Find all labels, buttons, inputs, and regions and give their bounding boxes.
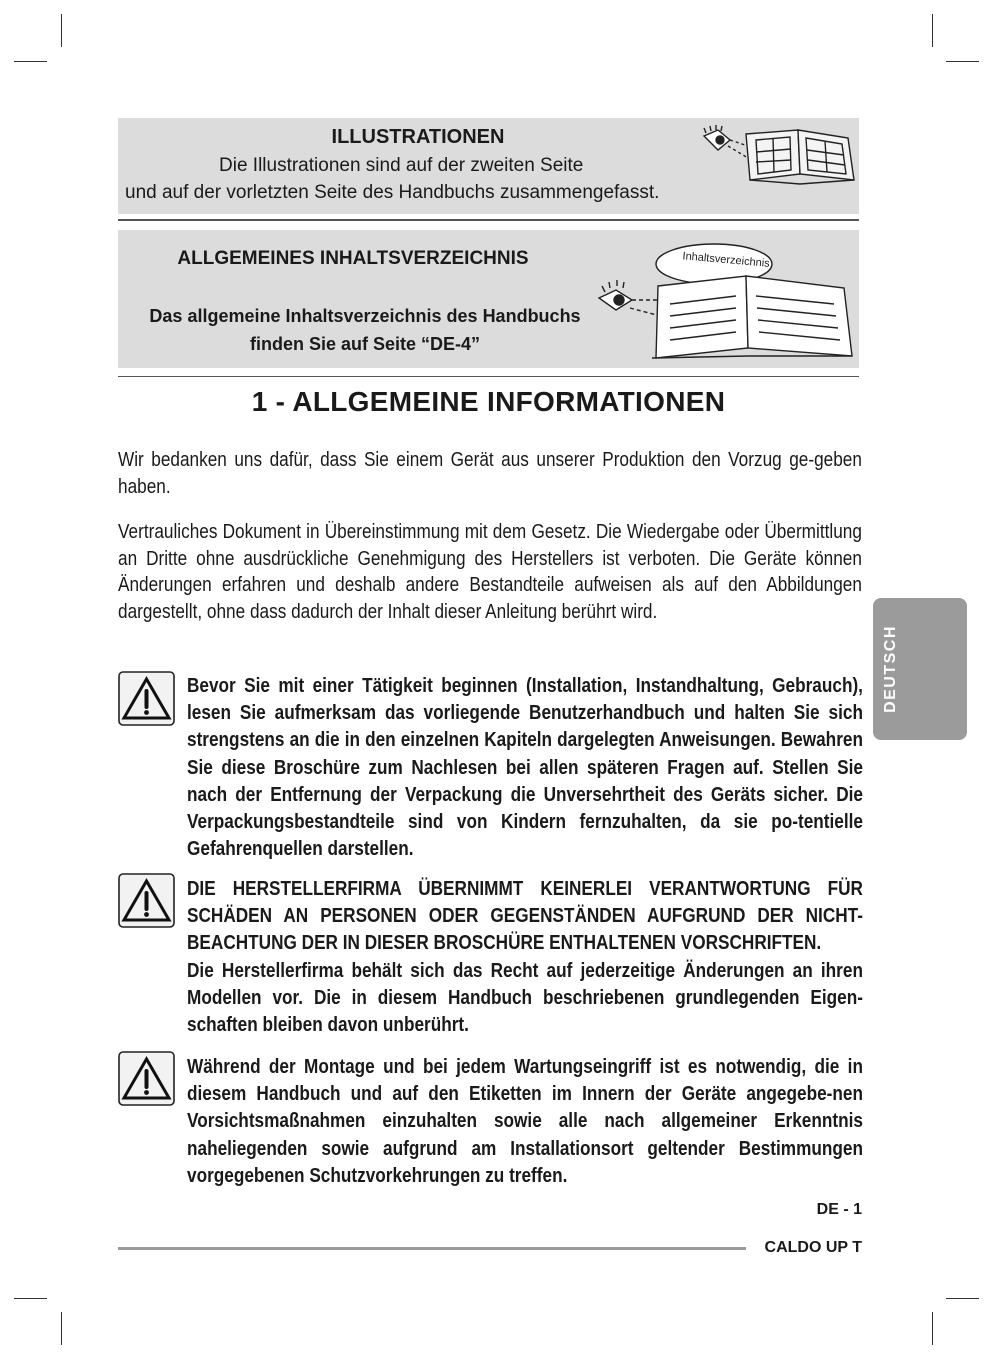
warning-text-2 — [187, 876, 863, 1039]
crop-mark — [946, 1298, 979, 1299]
eye-book-icon — [700, 124, 860, 186]
crop-mark — [61, 14, 62, 47]
warning-2-caps: DIE HERSTELLERFIRMA ÜBERNIMMT KEINERLEI VERANTWORTUNG FÜR SCHÄDEN AN PERSONEN ODER GEGENSTÄNDEN AUFGRUND DER NICHT-BEACHTUNG DER IN DIESER BROSCHÜRE ENTHALTENEN VORSCHRIFTEN. — [187, 878, 863, 955]
illustrations-title: ILLUSTRATIONEN — [331, 126, 505, 148]
crop-mark — [61, 1312, 62, 1345]
footer-line — [118, 1247, 746, 1250]
crop-mark — [946, 61, 979, 62]
section-title: 1 - ALLGEMEINE INFORMATIONEN — [251, 386, 726, 417]
toc-text — [118, 302, 612, 358]
illustrations-line-2: und auf der vorletzten Seite des Handbuchs zusammengefasst. — [125, 182, 660, 203]
language-tab-label: DEUTSCH — [882, 625, 899, 713]
crop-mark — [14, 61, 47, 62]
page-number: DE - 1 — [816, 1201, 862, 1218]
intro-paragraph-1: Wir bedanken uns dafür, dass Sie einem Gerät aus unserer Produktion den Vorzug ge-geben haben. — [118, 449, 862, 498]
warning-icon — [118, 1051, 175, 1106]
eye-book-toc-icon — [596, 238, 858, 364]
warning-text-3: Während der Montage und bei jedem Wartungseingriff ist es notwendig, die in diesem Handbuch und auf den Etiketten im Innern der Geräte angegebe-nen Vorsichtsmaßnahmen einzuhalten sowie alle nach allgemeiner Erkenntnis naheliegenden sowie aufgrund am Installationsort geltender Bestimmungen vorgegebenen Schutzvorkehrungen zu treffen. — [187, 1056, 863, 1187]
toc-title: ALLGEMEINES INHALTSVERZEICHNIS — [177, 248, 529, 269]
footer-model-name: CALDO UP T — [764, 1239, 862, 1256]
separator-line — [118, 376, 859, 377]
warning-text-1: Bevor Sie mit einer Tätigkeit beginnen (Installation, Instandhaltung, Gebrauch), lesen Sie aufmerksam das vorliegende Benutzerhandbuch und halten Sie sich strengstens an die in den einzelnen Kapiteln dargelegten Anweisungen. Bewahren Sie diese Broschüre zum Nachlesen bei allen späteren Fragen auf. Stellen Sie nach der Entfernung der Verpackung die Unversehrtheit des Geräts sicher. Die Verpackungsbestandteile sind von Kindern fernzuhalten, da sie po-tentielle Gefahrenquellen darstellen. — [187, 675, 863, 861]
crop-mark — [14, 1298, 47, 1299]
language-tab-label-wrap — [873, 598, 909, 740]
crop-mark — [932, 14, 933, 47]
toc-bubble-label: Inhaltsverzeichnis — [682, 250, 771, 270]
warning-icon — [118, 671, 175, 726]
warning-2-rest: Die Herstellerfirma behält sich das Recht auf jederzeitige Änderungen an ihren Modellen vor. Die in diesem Handbuch beschriebenen grundlegenden Eigen-schaften bleiben davon unberührt. — [187, 959, 863, 1037]
toc-line-2: finden Sie auf Seite “DE-4” — [249, 334, 481, 354]
toc-line-1: Das allgemeine Inhaltsverzeichnis des Handbuchs — [149, 306, 581, 326]
separator-line — [118, 219, 859, 221]
illustrations-line-1: Die Illustrationen sind auf der zweiten Seite — [219, 155, 584, 176]
warning-icon — [118, 873, 175, 928]
crop-mark — [932, 1312, 933, 1345]
intro-paragraph-2: Vertrauliches Dokument in Übereinstimmung mit dem Gesetz. Die Wiedergabe oder Übermittlung an Dritte ohne ausdrückliche Genehmigung des Herstellers ist verboten. Die Geräte können Änderungen erfahren und deshalb andere Bestandteile aufweisen als auf den Abbildungen dargestellt, ohne dass dadurch der Inhalt dieser Anleitung berührt wird. — [118, 521, 862, 623]
